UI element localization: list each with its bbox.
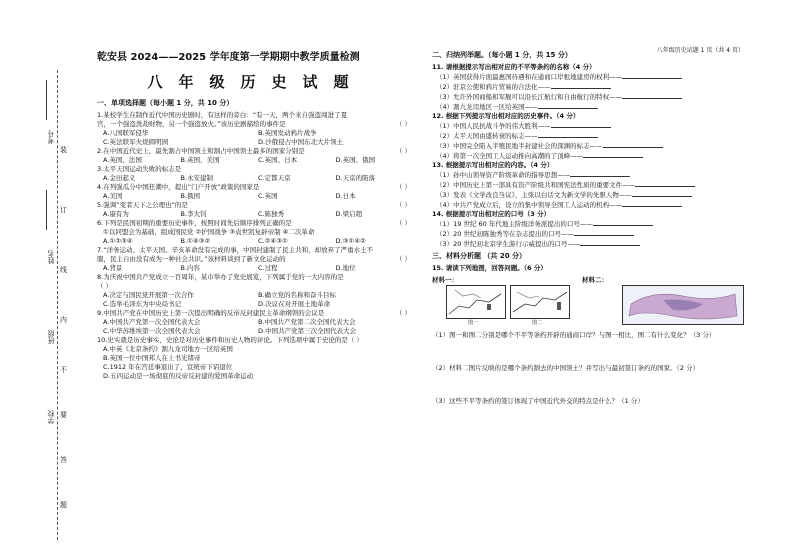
- option-A[interactable]: A.美国: [103, 192, 123, 200]
- question-text: 8.为庆祝中国共产党成立一百周年，某市举办了党史展览，下列属于党的一大内容的是: [97, 273, 344, 281]
- option-row: [97, 156, 415, 165]
- option-B[interactable]: B.确立党的名称和奋斗目标: [258, 291, 337, 299]
- fill-item: [432, 200, 762, 210]
- page-header: 八年级历史试题 1 页（共 4 页）: [656, 47, 744, 54]
- fill-item-text: （4）割九龙司地区一区给英国——: [436, 103, 538, 111]
- option-row: [97, 264, 415, 273]
- question-text: 4.在列强瓜分中国狂潮中，提出“门户开放”政策的国家是 （ ）: [97, 183, 411, 191]
- answer-blank[interactable]: [574, 229, 634, 236]
- option-row: [97, 138, 415, 147]
- answer-blank[interactable]: [551, 121, 611, 128]
- question-text: 10.史实就是历史事实，史论是对历史事件和历史人物的评论。下列选项中属于史论的是（ ）: [97, 336, 363, 344]
- answer-blank[interactable]: [570, 170, 630, 177]
- option-row: [97, 327, 415, 336]
- fill-item: [432, 72, 762, 82]
- exam-title: 乾安县 2024——2025 学年度第一学期期中教学质量检测: [97, 52, 360, 63]
- field-line: [46, 190, 47, 230]
- answer-paren[interactable]: （ ）: [395, 309, 411, 317]
- binding-char: 题: [60, 501, 67, 509]
- answer-blank[interactable]: [593, 219, 653, 226]
- left-column: [97, 48, 415, 381]
- fill-item: [432, 141, 762, 151]
- question-text: 7.“洋务运动、太平天国、辛亥革命没有完成的事，中国封建制了民主共和，却放弃了严重水土不: [97, 246, 374, 254]
- option-A[interactable]: A.英国、法国: [103, 156, 142, 164]
- option-row: [97, 354, 415, 363]
- fill-item-text: （1）中国人民抗战斗争的伟大胜利——: [436, 122, 551, 130]
- answer-blank[interactable]: [603, 141, 663, 148]
- answer-blank[interactable]: [538, 131, 598, 138]
- option-A[interactable]: A.背景: [103, 264, 123, 272]
- binding-char: 装: [60, 146, 67, 154]
- option-D[interactable]: D.沙俄侵占中国东北大片领土: [258, 138, 344, 146]
- question-title: 15. 请读下列地图，回答问题。（6 分）: [432, 264, 547, 272]
- fill-item: [432, 180, 762, 190]
- fill-item-text: （3）发表《文学改良刍议》，主张以白话文为新文学的先驱人物——: [436, 191, 632, 199]
- option-A[interactable]: A.金田起义: [103, 174, 136, 182]
- binding-char: 内: [60, 316, 67, 324]
- fill-item-text: （4）将第一次全国工人运动推向高潮的了顶峰——: [436, 152, 584, 160]
- answer-paren[interactable]: （ ）: [395, 255, 411, 263]
- option-row: [97, 129, 415, 138]
- option-B[interactable]: B.内容: [180, 264, 201, 272]
- option-D[interactable]: D.英国、俄国: [335, 156, 376, 164]
- section-heading: 三、材料分析题 （共 20 分）: [432, 252, 527, 260]
- answer-blank[interactable]: [622, 92, 682, 99]
- answer-blank[interactable]: [538, 102, 598, 109]
- question-subitems: ①以同盟会为基础，组成国民党 ②护国战争 ③袁世凯复辟帝制 ④二次革命: [103, 228, 315, 236]
- fill-item-text: （2）20 世纪初陈独秀等在杂志提出的口号——: [436, 230, 574, 238]
- answer-blank[interactable]: [580, 239, 640, 246]
- option-D[interactable]: D.梁启超: [335, 210, 363, 218]
- map-caption: 图二: [532, 320, 543, 326]
- option-B[interactable]: B.永安建制: [180, 174, 214, 182]
- right-column: [432, 48, 762, 406]
- label-xingming: 姓名: [47, 250, 55, 264]
- binding-char: 订: [60, 206, 67, 214]
- option-row: [97, 174, 415, 183]
- option-row: [97, 318, 415, 327]
- option-B[interactable]: B.英国、美国: [180, 156, 220, 164]
- question-text: 9.中国共产党在中国历史上第一次提出明确的反帝反封建民主革命纲领的会议是 （ ）: [97, 309, 411, 317]
- fill-item-text: （2）中国历史上第一部具有资产阶级共和国宪法性质的重要文件——: [436, 181, 636, 189]
- binding-line: [57, 70, 58, 540]
- materials: [432, 275, 762, 327]
- option-D[interactable]: D.日本: [335, 192, 356, 200]
- material-label: 材料二：: [582, 276, 608, 284]
- map-sketch-icon: [447, 286, 505, 318]
- answer-paren[interactable]: （ ）: [395, 183, 411, 191]
- option-C[interactable]: C.英国: [258, 192, 278, 200]
- option-B[interactable]: B.李大钊: [180, 210, 207, 218]
- fill-item: [432, 92, 762, 102]
- option-A[interactable]: A.八国联军侵华: [103, 129, 149, 137]
- group-title: 11. 请根据提示写出相对应的不平等条约的名称（4 分）: [432, 63, 596, 71]
- fill-item: [432, 219, 762, 229]
- answer-paren[interactable]: （ ）: [395, 201, 411, 209]
- section-heading: 一、单项选择题（每小题 1 分，共 10 分）: [97, 99, 234, 107]
- option-A[interactable]: A.康有为: [103, 210, 129, 218]
- option-row: [97, 345, 415, 354]
- option-D[interactable]: D.地位: [335, 264, 356, 272]
- option-B[interactable]: B.中国共产党第二次全国代表大会: [258, 318, 356, 326]
- answer-blank[interactable]: [632, 190, 692, 197]
- group-title: 12. 根据下列提示写出相对应的历史事件。（4 分）: [432, 112, 580, 120]
- option-D[interactable]: D.天京的陷落: [335, 174, 376, 182]
- fill-item-text: （3）中国完全陷入半殖民地半封建社会的深渊的标志——: [436, 142, 603, 150]
- question-text: 1.某校学生在制作近代中国历史剧时，有这样的旁白：“有一天，两个来自强盗闯进了夏: [97, 111, 348, 119]
- label-xuexiao: 学校: [47, 410, 55, 424]
- fill-item-text: （3）允许外国商船和军舰可以沿长江航行和自由航行的特权——: [436, 93, 623, 101]
- fill-item: [432, 131, 762, 141]
- question-text: 5.强调“变者天下之公理也”的是 （ ）: [97, 201, 411, 209]
- option-A[interactable]: A.中英《北京条约》割九龙司地方一区给英国: [103, 345, 233, 353]
- option-D[interactable]: D.③①④②: [335, 237, 366, 245]
- fill-groups: [432, 63, 762, 249]
- map-figure-2: [510, 285, 570, 319]
- fill-item: [432, 82, 762, 92]
- option-C[interactable]: C.过程: [258, 264, 278, 272]
- option-A[interactable]: A.中国共产党第一次全国代表大会: [103, 318, 201, 326]
- answer-space[interactable]: [432, 340, 762, 360]
- option-C[interactable]: C.英国、日本: [258, 156, 298, 164]
- fill-item-text: （1）19 世纪 60 年代地主阶级洋务派提出的口号——: [436, 220, 593, 228]
- question-text: 3.太平天国运动失败的标志是: [97, 165, 182, 173]
- option-row: [97, 363, 415, 372]
- option-B[interactable]: B.英国发动鸦片战争: [258, 129, 317, 137]
- group-title: 13. 根据提示写出相对应的内容。（4 分）: [432, 161, 554, 169]
- option-D[interactable]: D.五四运动是一场彻底的反帝反封建的爱国革命运动: [103, 372, 254, 380]
- material-label: 材料一：: [432, 276, 458, 284]
- option-row: [97, 192, 415, 201]
- fill-item: [432, 121, 762, 131]
- option-C[interactable]: C.②④③①: [258, 237, 288, 245]
- fill-item-text: （1）孙中山领导资产阶级革命的指导思想——: [436, 171, 571, 179]
- label-kaohao: 考号: [47, 130, 55, 144]
- fill-item: [432, 151, 762, 161]
- group-title: 14. 根据提示写出相对应的口号（3 分）: [432, 210, 551, 218]
- fill-item: [432, 239, 762, 249]
- option-row: [97, 237, 415, 246]
- binding-char: 要: [60, 411, 67, 419]
- fill-item-text: （3）20 世纪初北京学生游行示威提出的口号——: [436, 240, 581, 248]
- answer-blank[interactable]: [551, 82, 611, 89]
- question-text: （ ）: [97, 282, 113, 290]
- map-figure-3: [622, 285, 744, 325]
- option-row: [97, 210, 415, 219]
- option-B[interactable]: B.①④③②: [180, 237, 211, 245]
- fill-item-text: （2）太平天国由盛转衰的标志——: [436, 132, 538, 140]
- fill-item: [432, 229, 762, 239]
- binding-char: 不: [60, 366, 67, 374]
- option-C[interactable]: C.1912 年在宫廷事退出了，宣统帝下诏退位: [103, 363, 233, 371]
- field-line: [46, 80, 47, 120]
- option-C[interactable]: C.选举毛泽东为中央局书记: [103, 300, 182, 308]
- option-A[interactable]: A.①②③④: [103, 237, 133, 245]
- territory-map-icon: [623, 286, 743, 324]
- map-caption: 图一: [468, 320, 479, 326]
- answer-blank[interactable]: [583, 151, 643, 158]
- exam-subject-title: 八年级历史试题: [147, 73, 365, 91]
- option-A[interactable]: A.决定与国民党开展第一次合作: [103, 291, 194, 299]
- question-text: 6.下列是民国初期的重要历史事件，按照时间先后顺序排列正确的是 （ ）: [97, 219, 411, 227]
- fill-item-text: （1）英国获得片面最惠国待遇和在通商口岸租地建房的权利——: [436, 73, 623, 81]
- map-figure-1: [446, 285, 506, 319]
- fill-item: [432, 190, 762, 200]
- option-row: [97, 372, 415, 381]
- option-row: [97, 300, 415, 309]
- option-row: [97, 291, 415, 300]
- option-C[interactable]: C.陈独秀: [258, 210, 285, 218]
- map-sketch-icon: [511, 286, 569, 318]
- fill-item-text: （2）驻京公使和鸦片贸易的合法化——: [436, 83, 551, 91]
- fill-item: [432, 170, 762, 180]
- mcq-list: [97, 111, 415, 381]
- binding-char: 答: [60, 456, 67, 464]
- answer-paren[interactable]: （ ）: [395, 147, 411, 155]
- question-text: 宫，一个强盗洗劫财物，另一个强盗放火。”该历史剧描绘的事件是 （ ）: [97, 120, 411, 128]
- answer-blank[interactable]: [622, 200, 682, 207]
- option-C[interactable]: C.定都天京: [258, 174, 291, 182]
- analysis-question: （1）图一和图二分别是哪个不平等条约开辟的通商口岸？与图一相比，图二有什么变化？（3 分）: [432, 331, 716, 339]
- answer-space[interactable]: [432, 373, 762, 393]
- option-C[interactable]: C.中华苏维埃第一次全国代表大会: [103, 327, 201, 335]
- section-heading: 二、归纳列举题。（每小题 1 分，共 15 分）: [432, 51, 572, 59]
- option-C[interactable]: C.英法联军火烧圆明园: [103, 138, 169, 146]
- option-B[interactable]: B.英国一位中国邦人在上书光绪帝: [103, 354, 201, 362]
- option-D[interactable]: D.决议在对开展土地革命: [258, 300, 331, 308]
- binding-margin: [0, 0, 80, 560]
- binding-char: 线: [60, 266, 67, 274]
- question-text: 2.在中国近代史上，最先割占中国领土和割占中国领土最多的国家分别是 （ ）: [97, 147, 411, 155]
- analysis-question: （2）材料二图片反映的是哪个条约割去的中国领土？并写出与最初签订条约的国家。（2 分）: [432, 364, 700, 372]
- answer-blank[interactable]: [635, 180, 695, 187]
- option-B[interactable]: B.俄国: [180, 192, 201, 200]
- answer-paren[interactable]: （ ）: [395, 219, 411, 227]
- question-text: 服，民主自由没有成为一种社会共识。”该材料谈到了新文化运动的 （ ）: [97, 255, 411, 263]
- answer-paren[interactable]: （ ）: [395, 120, 411, 128]
- fill-item: [432, 102, 762, 112]
- label-banji: 班级: [47, 330, 55, 344]
- option-D[interactable]: D.中国共产党第三次全国代表大会: [258, 327, 357, 335]
- answer-blank[interactable]: [622, 72, 682, 79]
- analysis-question: （3）这些不平等条约的签订体现了中国近代外交的特点是什么？（1 分）: [432, 397, 644, 405]
- fill-item-text: （4）中共产党成立后，设立的集中领导全国工人运动的机构——: [436, 201, 623, 209]
